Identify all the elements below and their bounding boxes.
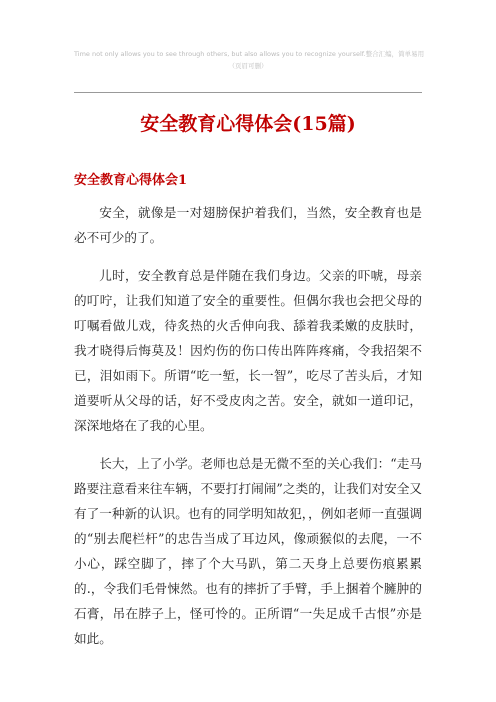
section-title: 安全教育心得体会1 — [74, 173, 188, 188]
paragraph: 长大，上了小学。老师也总是无微不至的关心我们：“走马路要注意看来往车辆，不要打打闹闹”之类的，让我们对安全又有了一种新的认识。也有的同学明知故犯，，例如老师一直强调的“别去爬栏杆”的忠告当成了耳边风，像顽猴似的去爬，一不小心，踩空脚了，摔了个大马趴，第二天身上总要伤痕累累的.，令我们毛骨悚然。也有的摔折了手臂，手上捆着个臃肿的石膏，吊在脖子上，怪可怜的。正所谓“一失足成千古恨”亦是如此。 — [74, 456, 422, 646]
paragraph: 安全，就像是一对翅膀保护着我们，当然，安全教育也是必不可少的了。 — [74, 205, 422, 245]
article-body — [74, 200, 422, 664]
document-title: 安全教育心得体会(15篇) — [140, 113, 356, 135]
header-tagline: Time not only allows you to see through others, but also allows you to recognize yourself.整合汇编，简单易用 — [74, 50, 425, 58]
paragraph: 儿时，安全教育总是伴随在我们身边。父亲的吓唬，母亲的叮咛，让我们知道了安全的重要性。但偶尔我也会把父母的叮嘱看做儿戏，待炙热的火舌伸向我、舔着我柔嫩的皮肤时，我才晓得后悔莫及！因灼伤的伤口传出阵阵疼痛，令我招架不已，泪如雨下。所谓“吃一堑，长一智”，吃尽了苦头后，才知道要听从父母的话，好不受皮肉之苦。安全，就如一道印记，深深地烙在了我的心里。 — [74, 268, 422, 433]
header-divider — [74, 92, 422, 93]
header-note: （页眉可删） — [228, 62, 268, 70]
page-header — [74, 48, 425, 72]
